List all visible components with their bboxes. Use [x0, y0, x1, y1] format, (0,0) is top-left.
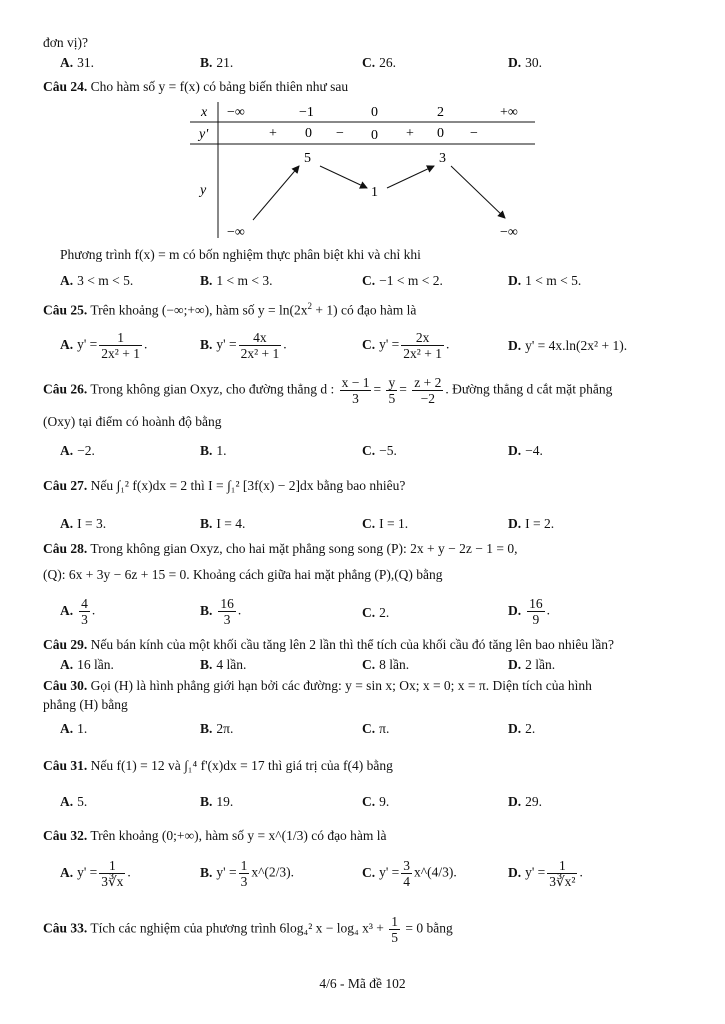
q26-options: A. −2. B. 1. C. −5. D. −4.: [60, 443, 543, 458]
q32-options: A. y' = $\frac{1}{3∛x}$ . B. y' = $\frac{1}{3}$ x^(2/3). C. y' = $\frac{3}{4}$ x^(4/3). D. y' = $\frac{1}{\text{3∛x²}}$ .: [60, 858, 583, 889]
sign: 0: [437, 126, 444, 141]
sign: 0: [371, 128, 378, 143]
q25-stem: Câu 25. Trên khoảng (−∞;+∞), hàm số $y = \ln(2x^2 + 1)$ có đạo hàm là: [43, 301, 417, 318]
sign: +: [406, 126, 414, 141]
q27-stem: Câu 27. Nếu ∫₁² f(x)dx = 2 thì I = ∫₁² [3f(x) − 2]dx bằng bao nhiêu?: [43, 478, 406, 493]
q27-options: A. I = 3. B. I = 4. C. I = 1. D. I = 2.: [60, 516, 555, 531]
x-val: 0: [371, 105, 378, 120]
q28-stem: Câu 28. Trong không gian Oxyz, cho hai mặt phẳng song song (P): 2x + y − 2z − 1 = 0,: [43, 541, 518, 556]
table-yp-header: y': [199, 127, 209, 142]
table-y-header: y: [200, 183, 207, 198]
q24-options: A. 3 < m < 5. B. 1 < m < 3. C. −1 < m < 2. D. 1 < m < 5.: [60, 273, 582, 288]
x-val: 2: [437, 105, 444, 120]
q28-stem-2: (Q): 6x + 3y − 6z + 15 = 0. Khoảng cách giữa hai mặt phẳng (P),(Q) bằng: [43, 567, 443, 582]
x-val: −1: [299, 105, 314, 120]
q25-options: A. y' = $\frac{1}{\text{2x² + 1}}$ . B. y' = $\frac{4x}{\text{2x² + 1}}$ . C. y' = $\frac{2x}{\text{2x² + 1}}$ . D. y' = 4x.ln(2x² + 1).: [60, 330, 628, 361]
q30-stem: Câu 30. Gọi (H) là hình phẳng giới hạn bởi các đường: y = sin x; Ox; x = 0; x = π. Diện tích của hình: [43, 678, 592, 693]
q31-stem: Câu 31. Nếu f(1) = 12 và ∫₁⁴ f'(x)dx = 17 thì giá trị của f(4) bằng: [43, 758, 393, 773]
continuation-text: đơn vị)?: [43, 35, 89, 50]
q23-option-d: D. 30.: [508, 55, 542, 70]
q30-stem-2: phẳng (H) bằng: [43, 697, 128, 712]
sign: 0: [305, 126, 312, 141]
x-val: −∞: [227, 105, 245, 120]
table-x-header: x: [201, 105, 208, 120]
y-val: −∞: [227, 225, 245, 240]
q23-option-b: B. 21.: [200, 55, 234, 70]
variation-table: [185, 100, 540, 240]
y-val: 1: [371, 185, 378, 200]
q29-stem: Câu 29. Nếu bán kính của một khối cầu tăng lên 2 lần thì thể tích của khối cầu đó tăng lên bao nhiêu lần?: [43, 637, 614, 652]
q30-options: A. 1. B. 2π. C. π. D. 2.: [60, 721, 536, 736]
q26-stem: Câu 26. Trong không gian Oxyz, cho đường thẳng d : $\frac{x - 1}{3}$ = $\frac{y}{5}$ = $\frac{z + 2}{-2}$ . Đường thẳng d cắt mặt phẳng: [43, 375, 613, 406]
y-val: −∞: [500, 225, 518, 240]
q24-question: Phương trình f(x) = m có bốn nghiệm thực phân biệt khi và chỉ khi: [60, 247, 421, 262]
y-val: 5: [304, 151, 311, 166]
q23-option-c: C. 26.: [362, 55, 396, 70]
q28-options: A. $\frac{4}{3}$ . B. $\frac{16}{3}$ . C. 2. D. $\frac{16}{9}$ .: [60, 596, 550, 627]
sign: +: [269, 126, 277, 141]
page-footer: 4/6 - Mã đề 102: [319, 976, 406, 991]
y-val: 3: [439, 151, 446, 166]
q26-stem-2: (Oxy) tại điểm có hoành độ bằng: [43, 414, 222, 429]
x-val: +∞: [500, 105, 518, 120]
q32-stem: Câu 32. Trên khoảng (0;+∞), hàm số y = x^(1/3) có đạo hàm là: [43, 828, 387, 843]
sign: −: [336, 126, 344, 141]
q31-options: A. 5. B. 19. C. 9. D. 29.: [60, 794, 542, 809]
q24-stem: Câu 24. Cho hàm số y = f(x) có bảng biến thiên như sau: [43, 79, 349, 94]
sign: −: [470, 126, 478, 141]
q23-options: [60, 54, 700, 74]
q29-options: A. 16 lần. B. 4 lần. C. 8 lần. D. 2 lần.: [60, 657, 556, 672]
q23-option-a: A. 31.: [60, 55, 94, 70]
q33-stem: Câu 33. Tích các nghiệm của phương trình 6log₄² x − log₄ x³ + $\frac{1}{5}$ = 0 bằng: [43, 914, 453, 945]
